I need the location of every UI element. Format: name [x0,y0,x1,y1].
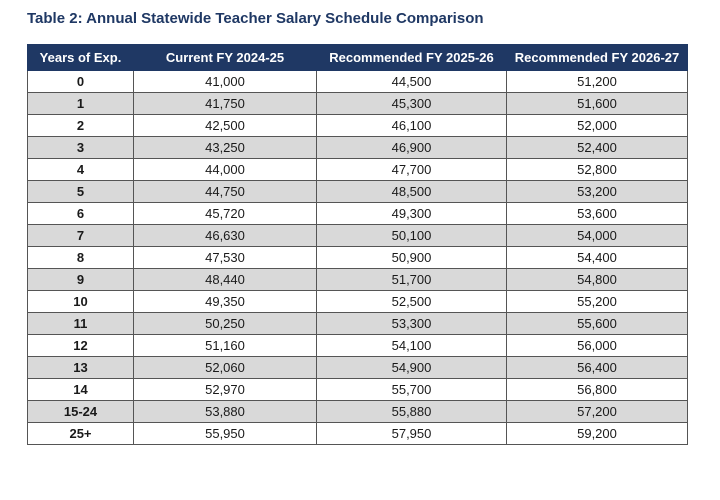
cell-years: 5 [28,181,134,203]
cell-current: 52,060 [134,357,317,379]
cell-fy2026: 47,700 [317,159,507,181]
cell-fy2027: 55,200 [507,291,688,313]
cell-years: 14 [28,379,134,401]
cell-current: 51,160 [134,335,317,357]
table-header [28,45,688,71]
cell-years: 13 [28,357,134,379]
cell-years: 1 [28,93,134,115]
column-header-fy2027: Recommended FY 2026-27 [507,45,688,71]
cell-current: 50,250 [134,313,317,335]
table-row [28,115,688,137]
cell-years: 25+ [28,423,134,445]
cell-years: 4 [28,159,134,181]
salary-table [27,44,688,445]
cell-fy2027: 57,200 [507,401,688,423]
table-title: Table 2: Annual Statewide Teacher Salary Schedule Comparison [27,10,484,27]
table-row [28,181,688,203]
cell-fy2026: 46,900 [317,137,507,159]
cell-fy2027: 54,000 [507,225,688,247]
cell-fy2026: 52,500 [317,291,507,313]
table-row [28,203,688,225]
cell-fy2026: 57,950 [317,423,507,445]
cell-fy2026: 49,300 [317,203,507,225]
cell-current: 49,350 [134,291,317,313]
cell-current: 47,530 [134,247,317,269]
cell-current: 44,000 [134,159,317,181]
table-row [28,71,688,93]
cell-fy2026: 46,100 [317,115,507,137]
table-row [28,357,688,379]
cell-current: 41,750 [134,93,317,115]
cell-years: 10 [28,291,134,313]
cell-current: 44,750 [134,181,317,203]
table-row [28,269,688,291]
cell-fy2027: 55,600 [507,313,688,335]
cell-fy2026: 44,500 [317,71,507,93]
column-header-years: Years of Exp. [28,45,134,71]
cell-years: 15-24 [28,401,134,423]
cell-current: 48,440 [134,269,317,291]
cell-current: 53,880 [134,401,317,423]
cell-years: 8 [28,247,134,269]
cell-current: 43,250 [134,137,317,159]
header-row [28,45,688,71]
cell-fy2026: 55,700 [317,379,507,401]
table-row [28,159,688,181]
cell-fy2026: 54,900 [317,357,507,379]
cell-fy2027: 54,400 [507,247,688,269]
cell-fy2026: 45,300 [317,93,507,115]
table-row [28,423,688,445]
cell-current: 55,950 [134,423,317,445]
cell-fy2026: 55,880 [317,401,507,423]
table-row [28,401,688,423]
cell-fy2026: 51,700 [317,269,507,291]
table-body [28,71,688,445]
cell-years: 11 [28,313,134,335]
cell-years: 0 [28,71,134,93]
table-row [28,93,688,115]
cell-fy2027: 52,800 [507,159,688,181]
cell-fy2027: 59,200 [507,423,688,445]
column-header-current: Current FY 2024-25 [134,45,317,71]
cell-fy2027: 51,200 [507,71,688,93]
cell-years: 12 [28,335,134,357]
cell-years: 6 [28,203,134,225]
cell-years: 9 [28,269,134,291]
cell-fy2027: 51,600 [507,93,688,115]
column-header-fy2026: Recommended FY 2025-26 [317,45,507,71]
cell-fy2026: 50,900 [317,247,507,269]
cell-current: 45,720 [134,203,317,225]
cell-fy2027: 56,400 [507,357,688,379]
cell-current: 41,000 [134,71,317,93]
cell-fy2027: 56,800 [507,379,688,401]
cell-fy2027: 54,800 [507,269,688,291]
cell-years: 7 [28,225,134,247]
cell-years: 2 [28,115,134,137]
cell-fy2027: 53,200 [507,181,688,203]
table-row [28,225,688,247]
cell-fy2026: 53,300 [317,313,507,335]
cell-fy2027: 52,000 [507,115,688,137]
cell-current: 46,630 [134,225,317,247]
cell-fy2026: 54,100 [317,335,507,357]
cell-years: 3 [28,137,134,159]
cell-current: 42,500 [134,115,317,137]
table-row [28,291,688,313]
table-row [28,313,688,335]
cell-current: 52,970 [134,379,317,401]
table-row [28,379,688,401]
table-row [28,137,688,159]
table-row [28,335,688,357]
cell-fy2027: 56,000 [507,335,688,357]
cell-fy2027: 53,600 [507,203,688,225]
table-row [28,247,688,269]
cell-fy2026: 48,500 [317,181,507,203]
cell-fy2026: 50,100 [317,225,507,247]
cell-fy2027: 52,400 [507,137,688,159]
